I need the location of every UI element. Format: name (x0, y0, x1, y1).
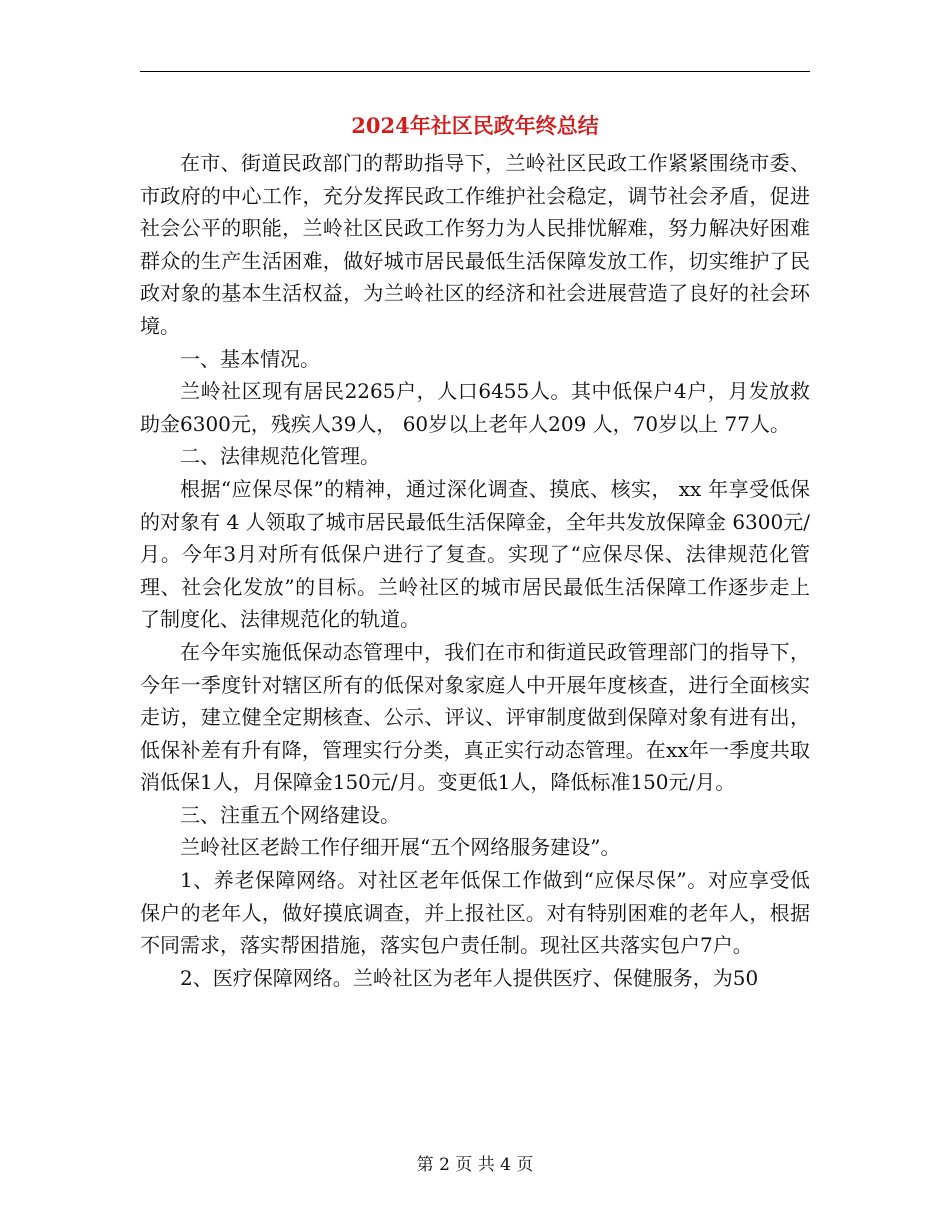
paragraph-intro: 在市、街道民政部门的帮助指导下，兰岭社区民政工作紧紧围绕市委、市政府的中心工作，充分发挥民政工作维护社会稳定，调节社会矛盾，促进社会公平的职能，兰岭社区民政工作努力为人民排忧解难，努力解决好困难群众的生产生活困难，做好城市居民最低生活保障发放工作，切实维护了民政对象的基本生活权益，为兰岭社区的经济和社会进展营造了良好的社会环境。 (140, 151, 810, 338)
paragraph-five-networks-intro: 兰岭社区老龄工作仔细开展“五个网络服务建设”。 (180, 835, 621, 860)
page-footer: 第 2 页 共 4 页 (416, 1155, 534, 1175)
document-body (140, 147, 810, 994)
document-title: 2024年社区民政年终总结 (351, 113, 599, 138)
paragraph-dynamic-management: 在今年实施低保动态管理中，我们在市和街道民政管理部门的指导下，今年一季度针对辖区所有的低保对象家庭人中开展年度核查，进行全面核实走访，建立健全定期核查、公示、评议、评审制度做到保障对象有进有出，低保补差有升有降，管理实行分类，真正实行动态管理。在xx年一季度共取消低保1人，月保障金150元/月。变更低1人，降低标准150元/月。 (140, 639, 810, 795)
paragraph-basic-info: 兰岭社区现有居民2265户，人口6455人。其中低保户4户，月发放救助金6300元，残疾人39人， 60岁以上老年人209 人，70岁以上 77人。 (140, 379, 810, 436)
section-heading-basic-info: 一、基本情况。 (180, 346, 320, 371)
section-heading-legal-management: 二、法律规范化管理。 (180, 444, 380, 469)
section-heading-five-networks: 三、注重五个网络建设。 (180, 802, 400, 827)
header-rule (140, 71, 810, 72)
paragraph-medical-security-network: 2、医疗保障网络。兰岭社区为老年人提供医疗、保健服务，为50 (180, 965, 759, 990)
paragraph-legal-management: 根据“应保尽保”的精神，通过深化调查、摸底、核实， xx 年享受低保的对象有 4 人领取了城市居民最低生活保障金，全年共发放保障金 6300元/月。今年3月对所有低保户进行了复查。实现了“应保尽保、法律规范化管理、社会化发放”的目标。兰岭社区的城市居民最低生活保障工作逐步走上了制度化、法律规范化的轨道。 (140, 476, 810, 632)
paragraph-elderly-security-network: 1、养老保障网络。对社区老年低保工作做到“应保尽保”。对应享受低保户的老年人，做好摸底调查，并上报社区。对有特别困难的老年人，根据不同需求，落实帮困措施，落实包户责任制。现社区共落实包户7户。 (140, 868, 810, 958)
